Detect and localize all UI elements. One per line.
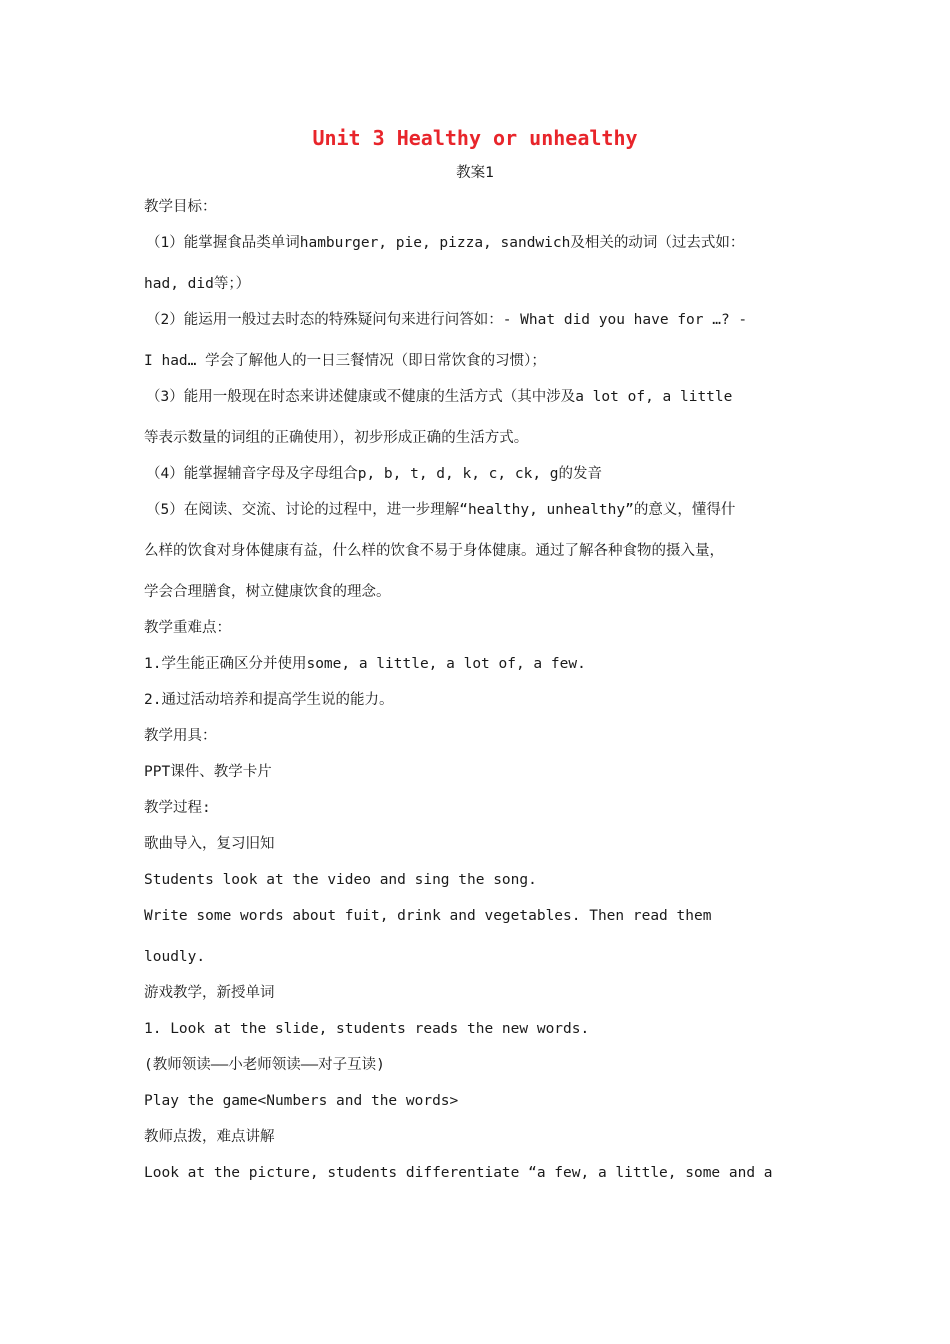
objective-5-cont-1: 么样的饮食对身体健康有益，什么样的饮食不易于身体健康。通过了解各种食物的摄入量， xyxy=(144,543,724,559)
objective-5: （5）在阅读、交流、讨论的过程中，进一步理解“healthy, unhealthy”的意义，懂得什 xyxy=(146,502,736,518)
heading-process: 教学过程: xyxy=(144,800,211,816)
step-game-line-1: 1. Look at the slide, students reads the new words. xyxy=(144,1021,590,1037)
heading-key-points: 教学重难点： xyxy=(144,620,231,636)
objective-5-cont-2: 学会合理膳食，树立健康饮食的理念。 xyxy=(144,584,391,600)
step-song-line-1: Students look at the video and sing the song. xyxy=(144,872,537,888)
step-teacher-guidance: 教师点拨，难点讲解 xyxy=(144,1129,275,1145)
heading-materials: 教学用具： xyxy=(144,728,217,744)
key-point-2: 2.通过活动培养和提高学生说的能力。 xyxy=(144,692,394,708)
step-game-line-3: Play the game<Numbers and the words> xyxy=(144,1093,459,1109)
objective-3: （3）能用一般现在时态来讲述健康或不健康的生活方式（其中涉及a lot of, a little xyxy=(146,389,733,405)
heading-objectives: 教学目标： xyxy=(144,199,217,215)
document-title: Unit 3 Healthy or unhealthy xyxy=(312,126,638,150)
step-song-line-2: Write some words about fuit, drink and vegetables. Then read them xyxy=(144,908,712,924)
objective-2-cont: I had… 学会了解他人的一日三餐情况（即日常饮食的习惯）； xyxy=(144,353,546,369)
objective-1-cont: had, did等；） xyxy=(144,276,251,292)
objective-1: （1）能掌握食品类单词hamburger, pie, pizza, sandwich及相关的动词（过去式如： xyxy=(146,235,745,251)
objective-4: （4）能掌握辅音字母及字母组合p, b, t, d, k, c, ck, g的发音 xyxy=(146,466,603,482)
step-song-intro: 歌曲导入，复习旧知 xyxy=(144,836,275,852)
step-game-teaching: 游戏教学，新授单词 xyxy=(144,985,275,1001)
document-subtitle: 教案1 xyxy=(456,165,494,181)
key-point-1: 1.学生能正确区分并使用some, a little, a lot of, a few. xyxy=(144,656,586,672)
step-game-line-2: (教师领读——小老师领读——对子互读) xyxy=(144,1057,385,1073)
objective-3-cont: 等表示数量的词组的正确使用），初步形成正确的生活方式。 xyxy=(144,430,529,446)
step-song-line-2-cont: loudly. xyxy=(144,949,206,965)
materials: PPT课件、教学卡片 xyxy=(144,764,272,780)
step-guidance-line-1: Look at the picture, students differentiate “a few, a little, some and a xyxy=(144,1165,773,1181)
objective-2: （2）能运用一般过去时态的特殊疑问句来进行问答如：- What did you have for …? - xyxy=(146,312,748,328)
